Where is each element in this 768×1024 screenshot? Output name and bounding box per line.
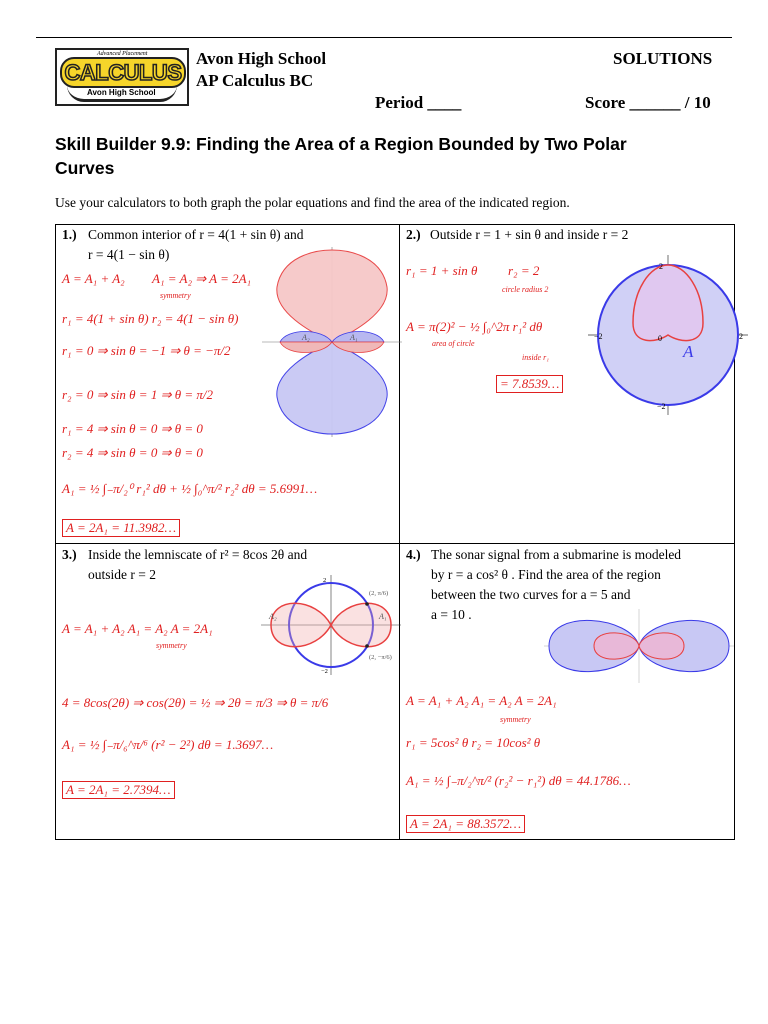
p2-label-a: A xyxy=(683,342,694,361)
p2-graph xyxy=(588,255,748,415)
logo-top-text: Advanced Placement xyxy=(97,51,148,57)
p3-step-solve: 4 = 8cos(2θ) ⇒ cos(2θ) = ½ ⇒ 2θ = π/3 ⇒ θ = π/6 xyxy=(62,695,329,710)
p2-step-r1: r₁ = 1 + sin θ xyxy=(406,263,478,278)
page-title-line2: Curves xyxy=(55,158,115,178)
period-field: Period ____ xyxy=(375,93,462,112)
svg-text:A₁: A₁ xyxy=(379,612,387,621)
svg-text:2: 2 xyxy=(659,262,663,271)
p1-symmetry-note: symmetry xyxy=(160,291,191,300)
p1-label-a1: A₁ xyxy=(350,333,358,342)
p3-step-sum: A = A₁ + A₂ A₁ = A₂ A = 2A₁ xyxy=(62,621,213,636)
p1-prompt-line2: r = 4(1 − sin θ) xyxy=(88,247,170,262)
p3-prompt-line2: outside r = 2 xyxy=(88,567,156,582)
p3-number: 3.) xyxy=(62,547,77,562)
p4-symmetry-note: symmetry xyxy=(500,715,531,724)
school-name: Avon High School xyxy=(196,49,327,68)
instructions: Use your calculators to both graph the polar equations and find the area of the indicated region. xyxy=(55,195,570,210)
p4-prompt-line2: by r = a cos² θ . Find the area of the region xyxy=(431,567,661,582)
solutions-label: SOLUTIONS xyxy=(613,49,713,68)
p3-step-integral: A₁ = ½ ∫₋π/₆^π/⁶ (r² − 2²) dθ = 1.3697… xyxy=(62,737,274,752)
logo-word: CALCULUS xyxy=(60,57,186,88)
p1-step-integral: A₁ = ½ ∫₋π/₂⁰ r₁² dθ + ½ ∫₀^π/² r₂² dθ = 5.6991… xyxy=(62,481,318,496)
p1-step-defs: r₁ = 4(1 + sin θ) r₂ = 4(1 − sin θ) xyxy=(62,311,239,326)
score-field: Score ______ / 10 xyxy=(585,93,711,112)
p2-step-r2: r₂ = 2 xyxy=(508,263,540,278)
p1-step-r2-zero: r₂ = 0 ⇒ sin θ = 1 ⇒ θ = π/2 xyxy=(62,387,213,402)
p3-prompt-line1: Inside the lemniscate of r² = 8cos 2θ and xyxy=(88,547,308,562)
p4-step-integral: A₁ = ½ ∫₋π/₂^π/² (r₂² − r₁²) dθ = 44.1786… xyxy=(406,773,631,788)
p4-number: 4.) xyxy=(406,547,421,562)
svg-text:−2: −2 xyxy=(657,402,666,411)
p4-prompt-line3: between the two curves for a = 5 and xyxy=(431,587,631,602)
p3-answer: A = 2A₁ = 2.7394… xyxy=(62,781,175,799)
p2-circle-note: circle radius 2 xyxy=(502,285,549,294)
p2-inside-note: inside r₁ xyxy=(522,353,550,362)
p1-step-r1-zero: r₁ = 0 ⇒ sin θ = −1 ⇒ θ = −π/2 xyxy=(62,343,231,358)
p1-curve-upper xyxy=(277,250,387,342)
svg-text:−2: −2 xyxy=(321,668,328,675)
course-name: AP Calculus BC xyxy=(196,71,314,90)
svg-text:(2, −π/6): (2, −π/6) xyxy=(369,654,392,661)
p2-step-area: A = π(2)² − ½ ∫₀^2π r₁² dθ xyxy=(406,319,543,334)
p4-step-sum: A = A₁ + A₂ A₁ = A₂ A = 2A₁ xyxy=(406,693,557,708)
p1-label-a2: A₂ xyxy=(302,333,310,342)
p4-graph xyxy=(544,609,734,683)
svg-text:2: 2 xyxy=(739,332,743,341)
p2-answer: = 7.8539… xyxy=(496,375,563,393)
p3-symmetry-note: symmetry xyxy=(156,641,187,650)
p4-prompt-line1: The sonar signal from a submarine is modeled xyxy=(431,547,682,562)
p2-prompt: Outside r = 1 + sin θ and inside r = 2 xyxy=(430,227,629,242)
p1-prompt-line1: Common interior of r = 4(1 + sin θ) and xyxy=(88,227,304,242)
top-rule xyxy=(36,37,732,38)
svg-text:2: 2 xyxy=(323,577,327,584)
p3-graph xyxy=(261,575,401,675)
p1-number: 1.) xyxy=(62,227,77,242)
p4-step-defs: r₁ = 5cos² θ r₂ = 10cos² θ xyxy=(406,735,541,750)
p1-curve-lower xyxy=(277,342,387,434)
p1-step-r2-four: r₂ = 4 ⇒ sin θ = 0 ⇒ θ = 0 xyxy=(62,445,203,460)
p4-answer: A = 2A₁ = 88.3572… xyxy=(406,815,525,833)
p1-graph xyxy=(262,247,402,437)
p1-answer: A = 2A₁ = 11.3982… xyxy=(62,519,180,537)
svg-text:−2: −2 xyxy=(594,332,603,341)
p1-step-symmetry: A₁ = A₂ ⇒ A = 2A₁ xyxy=(152,271,252,286)
logo-bottom-text: Avon High School xyxy=(87,88,156,97)
page-title-line1: Skill Builder 9.9: Finding the Area of a Region Bounded by Two Polar xyxy=(55,134,627,154)
p2-area-circle-note: area of circle xyxy=(432,339,475,348)
p1-step-r1-four: r₁ = 4 ⇒ sin θ = 0 ⇒ θ = 0 xyxy=(62,421,203,436)
calculus-logo xyxy=(55,48,189,106)
p2-number: 2.) xyxy=(406,227,421,242)
grid-horizontal-divider xyxy=(56,543,734,544)
svg-text:0: 0 xyxy=(658,334,662,343)
problem-grid xyxy=(55,224,743,840)
svg-text:(2, π/6): (2, π/6) xyxy=(369,590,389,597)
svg-text:A₂: A₂ xyxy=(269,612,277,621)
p1-step-sum: A = A₁ + A₂ xyxy=(62,271,125,286)
p4-prompt-line4: a = 10 . xyxy=(431,607,472,622)
